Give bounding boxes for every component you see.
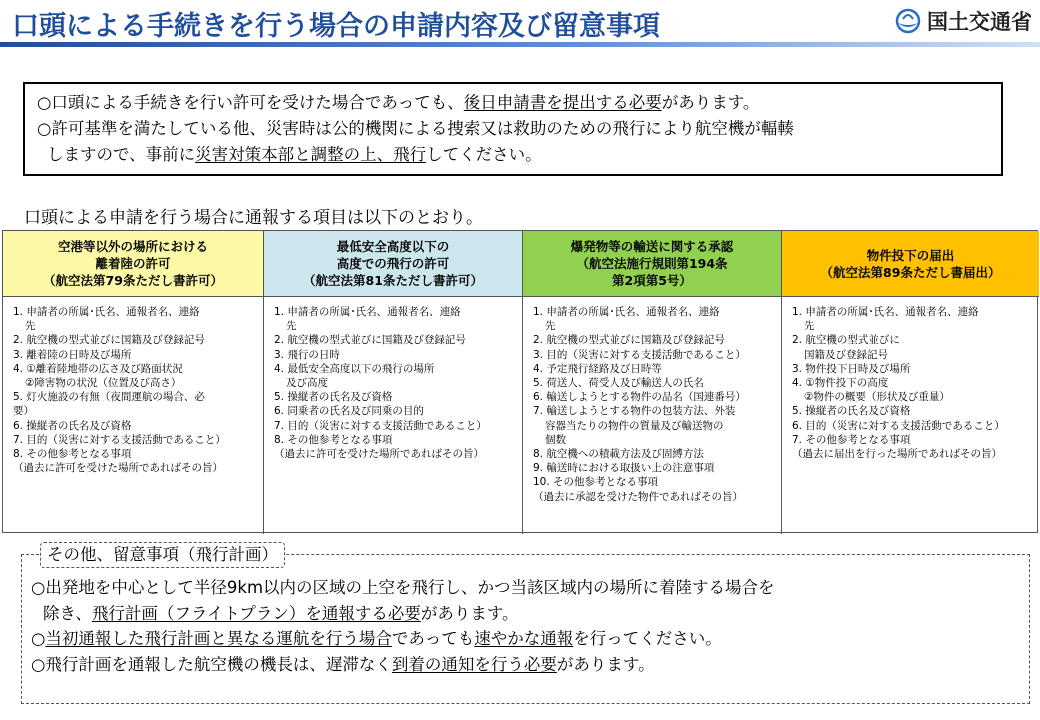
ministry-logo <box>895 6 1032 36</box>
other-notes-line-2: 除き、飛行計画（フライトプラン）を通報する必要があります。 <box>43 603 519 623</box>
list-item: 及び高度 <box>286 377 328 390</box>
column-header-explosives <box>523 231 782 297</box>
column-heading-line: （航空法第81条ただし書許可） <box>303 273 483 288</box>
column-header-object-drop <box>782 231 1039 297</box>
list-item: 先 <box>286 320 297 333</box>
column-heading-line: 最低安全高度以下の <box>336 239 450 254</box>
list-item: ②物件の概要（形状及び重量） <box>804 391 950 404</box>
list-item: 国籍及び登録記号 <box>804 348 888 361</box>
column-items-explosives <box>523 297 782 534</box>
mlit-emblem-icon <box>895 8 921 34</box>
other-notes-line-3: ○当初通報した飛行計画と異なる運航を行う場合であっても速やかな通報を行ってください。 <box>31 629 722 648</box>
list-item: 4. ①物件投下の高度 <box>792 377 889 390</box>
column-header-landing <box>3 231 264 297</box>
list-item: 4. 予定飛行経路及び日時等 <box>533 362 662 375</box>
column-heading-line: 空港等以外の場所における <box>57 239 208 254</box>
list-item: 5. 荷送人、荷受人及び輸送人の氏名 <box>533 377 704 390</box>
column-header-low-altitude <box>264 231 523 297</box>
list-item: 9. 輸送時における取扱い上の注意事項 <box>533 462 715 475</box>
list-item: （過去に届出を行った場所であればその旨） <box>792 448 1002 461</box>
list-item: 先 <box>545 320 556 333</box>
list-item: 先 <box>804 320 815 333</box>
list-item: （過去に許可を受けた場所であればその旨） <box>13 462 223 475</box>
list-item: 8. その他参考となる事項 <box>13 448 132 461</box>
ministry-name: 国土交通省 <box>927 10 1032 34</box>
list-item: 4. ①離着陸地帯の広さ及び路面状況 <box>13 362 183 375</box>
list-item: 要） <box>13 405 34 418</box>
page-title: 口頭による手続きを行う場合の申請内容及び留意事項 <box>12 11 660 42</box>
list-item: 3. 離着陸の日時及び場所 <box>13 348 132 361</box>
other-notes-line-1: ○出発地を中心として半径9km以内の区域の上空を飛行し、かつ当該区域内の場所に着陸する場合を <box>31 578 775 597</box>
list-item: 容器当たりの物件の質量及び輸送物の <box>545 419 724 432</box>
other-notes-label: その他、留意事項（飛行計画） <box>40 542 285 568</box>
list-item: 2. 航空機の型式並びに国籍及び登録記号 <box>13 334 205 347</box>
list-item: 1. 申請者の所属･氏名、通報者名、連絡 <box>533 306 720 318</box>
list-item: （過去に許可を受けた場所であればその旨） <box>274 448 484 461</box>
list-item: 8. その他参考となる事項 <box>274 433 393 446</box>
notice-line-2: ○許可基準を満たしている他、災害時は公的機関による捜索又は救助のための飛行により航空機が輻輳 <box>37 119 794 138</box>
column-heading-line: （航空法第79条ただし書許可） <box>43 273 223 288</box>
column-heading-line: 第2項第5号） <box>612 273 692 288</box>
list-item: 6. 目的（災害に対する支援活動であること） <box>792 419 1005 432</box>
column-heading-line: （航空法施行規則第194条 <box>576 256 728 271</box>
list-item: 1. 申請者の所属･氏名、通報者名、連絡 <box>274 306 461 318</box>
list-item: 4. 最低安全高度以下の飛行の場所 <box>274 362 435 375</box>
notice-line-1: ○口頭による手続きを行い許可を受けた場合であっても、後日申請書を提出する必要があります。 <box>37 93 760 112</box>
column-heading-line: 高度での飛行の許可 <box>336 256 450 271</box>
list-item: 6. 操縦者の氏名及び資格 <box>13 419 132 432</box>
list-item: 7. 目的（災害に対する支援活動であること） <box>274 419 487 432</box>
column-heading-line: 離着陸の許可 <box>95 256 171 271</box>
list-item: 10. その他参考となる事項 <box>533 476 659 489</box>
items-list-title: 口頭による申請を行う場合に通報する項目は以下のとおり。 <box>24 208 483 228</box>
list-item: 2. 航空機の型式並びに国籍及び登録記号 <box>274 334 466 347</box>
header-divider <box>0 42 1040 47</box>
list-item: 2. 航空機の型式並びに国籍及び登録記号 <box>533 334 725 347</box>
list-item: 7. 輸送しようとする物件の包装方法、外装 <box>533 405 736 418</box>
list-item: ②障害物の状況（位置及び高さ） <box>25 377 182 390</box>
list-item: 7. その他参考となる事項 <box>792 433 911 446</box>
list-item: 3. 物件投下日時及び場所 <box>792 362 911 375</box>
list-item: 1. 申請者の所属･氏名、通報者名、連絡 <box>13 306 200 318</box>
notice-line-3: しますので、事前に災害対策本部と調整の上、飛行してください。 <box>47 145 542 164</box>
items-table <box>2 230 1038 533</box>
list-item: （過去に承認を受けた物件であればその旨） <box>533 490 743 503</box>
column-heading-line: 爆発物等の輸送に関する承認 <box>570 239 734 254</box>
column-items-object-drop <box>782 297 1039 534</box>
list-item: 5. 操縦者の氏名及び資格 <box>274 391 393 404</box>
other-notes-box <box>21 554 1030 704</box>
column-items-landing <box>3 297 264 534</box>
list-item: 7. 目的（災害に対する支援活動であること） <box>13 433 226 446</box>
list-item: 3. 飛行の日時 <box>274 348 340 361</box>
list-item: 個数 <box>545 433 566 446</box>
list-item: 3. 目的（災害に対する支援活動であること） <box>533 348 746 361</box>
other-notes-line-4: ○飛行計画を通報した航空機の機長は、遅滞なく到着の通知を行う必要があります。 <box>31 654 655 674</box>
notice-box <box>23 82 1003 176</box>
list-item: 5. 灯火施設の有無（夜間運航の場合、必 <box>13 391 205 404</box>
list-item: 1. 申請者の所属･氏名、通報者名、連絡 <box>792 306 979 318</box>
list-item: 5. 操縦者の氏名及び資格 <box>792 405 911 418</box>
list-item: 2. 航空機の型式並びに <box>792 334 900 347</box>
column-heading-line: 物件投下の届出 <box>866 247 955 263</box>
column-items-low-altitude <box>264 297 523 534</box>
column-heading-line: （航空法第89条ただし書届出） <box>820 264 1001 280</box>
list-item: 8. 航空機への積載方法及び固縛方法 <box>533 448 704 461</box>
list-item: 先 <box>25 320 36 333</box>
list-item: 6. 輸送しようとする物件の品名（国連番号） <box>533 391 746 404</box>
list-item: 6. 同乗者の氏名及び同乗の目的 <box>274 405 424 418</box>
